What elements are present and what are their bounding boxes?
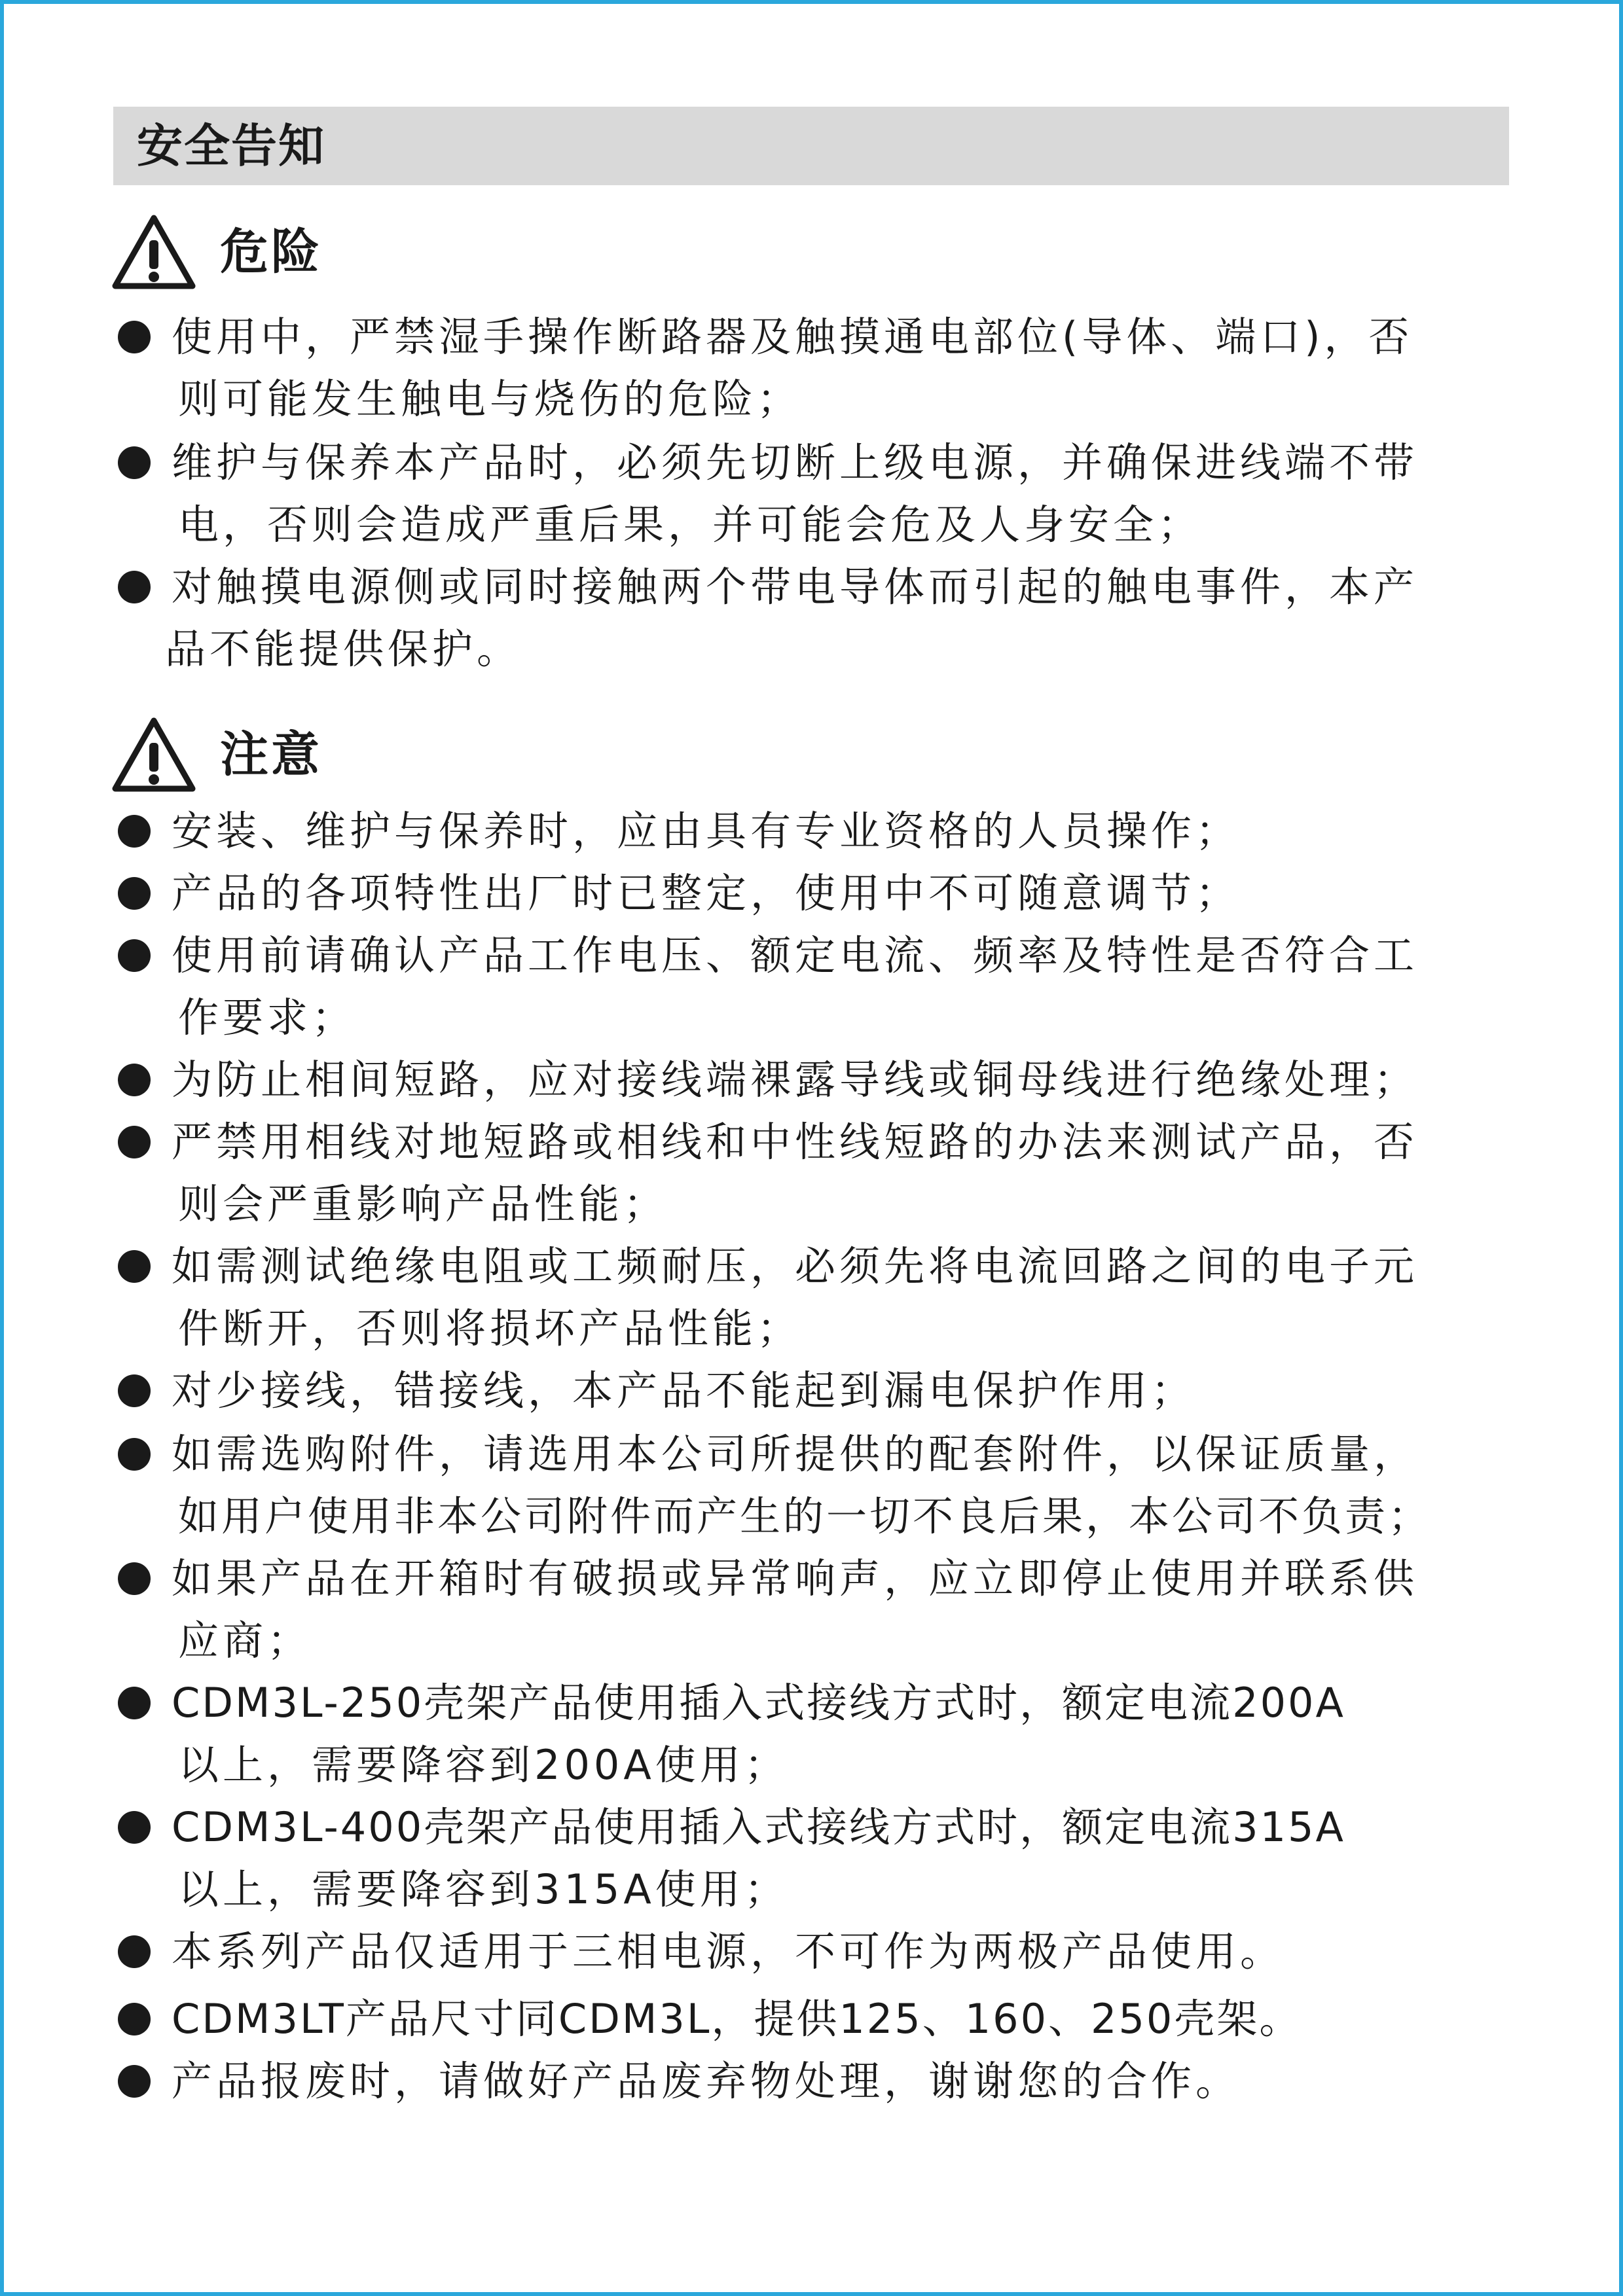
- item-line: 本系列产品仅适用于三相电源，不可作为两极产品使用。: [172, 1928, 1285, 1975]
- bullet-dot: [118, 571, 151, 603]
- page-title: 安全告知: [137, 119, 325, 173]
- item-line: 使用前请确认产品工作电压、额定电流、频率及特性是否符合工: [172, 931, 1419, 979]
- item-line: 严禁用相线对地短路或相线和中性线短路的办法来测试产品，否: [172, 1118, 1419, 1166]
- item-line: CDM3L-400壳架产品使用插入式接线方式时，额定电流315A: [172, 1803, 1345, 1851]
- item-line: 品不能提供保护。: [165, 625, 522, 673]
- bullet-dot: [118, 446, 151, 479]
- item-line: CDM3LT产品尺寸同CDM3L，提供125、160、250壳架。: [172, 1995, 1302, 2043]
- warning-triangle-icon: [111, 213, 196, 291]
- warning-triangle-icon: [111, 715, 196, 794]
- item-line: 则可能发生触电与烧伤的危险；: [178, 375, 802, 423]
- bullet-dot: [118, 1687, 151, 1719]
- item-line: 件断开，否则将损坏产品性能；: [178, 1304, 802, 1352]
- item-line: 对触摸电源侧或同时接触两个带电导体而引起的触电事件，本产: [172, 563, 1419, 611]
- item-line: 对少接线，错接线，本产品不能起到漏电保护作用；: [172, 1367, 1196, 1414]
- bullet-dot: [118, 1935, 151, 1968]
- item-line: 作要求；: [178, 994, 357, 1041]
- item-line: 以上，需要降容到315A使用；: [178, 1865, 789, 1913]
- item-line: 维护与保养本产品时，必须先切断上级电源，并确保进线端不带: [172, 439, 1419, 486]
- bullet-dot: [118, 2003, 151, 2036]
- bullet-dot: [118, 1438, 151, 1471]
- bullet-dot: [118, 877, 151, 910]
- item-line: 如果产品在开箱时有破损或异常响声，应立即停止使用并联系供: [172, 1554, 1419, 1602]
- danger-title: 危险: [220, 224, 322, 280]
- caution-heading: [111, 715, 701, 794]
- item-line: 如需测试绝缘电阻或工频耐压，必须先将电流回路之间的电子元: [172, 1242, 1419, 1290]
- bullet-dot: [118, 1250, 151, 1283]
- danger-heading: [111, 213, 701, 291]
- item-line: 应商；: [178, 1617, 312, 1664]
- item-line: 以上，需要降容到200A使用；: [178, 1741, 789, 1789]
- item-line: 电，否则会造成严重后果，并可能会危及人身安全；: [178, 501, 1203, 548]
- item-line: 为防止相间短路，应对接线端裸露导线或铜母线进行绝缘处理；: [172, 1056, 1419, 1103]
- item-line: 使用中，严禁湿手操作断路器及触摸通电部位(导体、端口)，否: [172, 313, 1413, 361]
- item-line: 如用户使用非本公司附件而产生的一切不良后果，本公司不负责；: [178, 1492, 1432, 1540]
- item-line: CDM3L-250壳架产品使用插入式接线方式时，额定电流200A: [172, 1679, 1345, 1727]
- item-line: 产品的各项特性出厂时已整定，使用中不可随意调节；: [172, 869, 1241, 917]
- bullet-dot: [118, 1126, 151, 1158]
- bullet-dot: [118, 1811, 151, 1844]
- item-line: 则会严重影响产品性能；: [178, 1180, 668, 1228]
- caution-title: 注意: [220, 726, 322, 783]
- header-bar: [113, 107, 1509, 185]
- bullet-dot: [118, 939, 151, 972]
- bullet-dot: [118, 815, 151, 848]
- bullet-dot: [118, 1064, 151, 1096]
- item-line: 产品报废时，请做好产品废弃物处理，谢谢您的合作。: [172, 2057, 1241, 2105]
- item-line: 如需选购附件，请选用本公司所提供的配套附件，以保证质量，: [172, 1430, 1419, 1478]
- bullet-dot: [118, 2065, 151, 2098]
- bullet-dot: [118, 321, 151, 353]
- bullet-dot: [118, 1562, 151, 1595]
- bullet-dot: [118, 1374, 151, 1407]
- item-line: 安装、维护与保养时，应由具有专业资格的人员操作；: [172, 807, 1241, 855]
